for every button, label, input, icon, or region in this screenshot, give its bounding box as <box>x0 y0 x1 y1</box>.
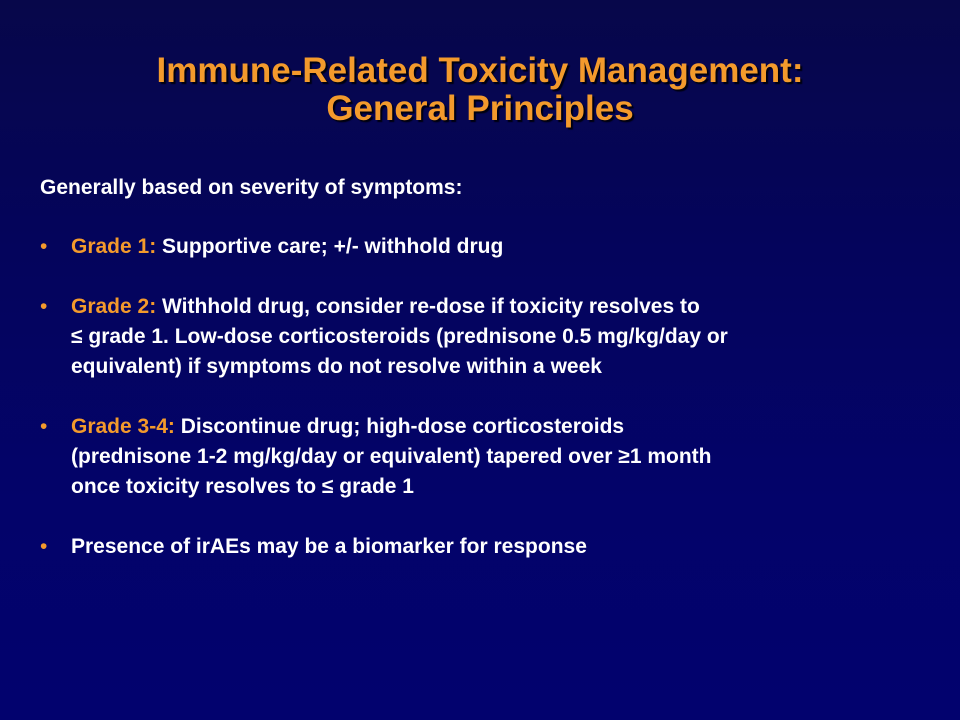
title-line-2: General Principles <box>326 89 634 128</box>
bullet-grade-3-4 <box>40 412 920 502</box>
bullet-text: Supportive care; +/- withhold drug <box>162 235 504 258</box>
bullet-dot-icon: • <box>40 415 48 438</box>
bullet-text: equivalent) if symptoms do not resolve within a week <box>71 355 602 378</box>
bullet-grade-2 <box>40 292 920 382</box>
bullet-lead: Grade 3-4: <box>71 415 175 438</box>
bullet-text: Presence of irAEs may be a biomarker for response <box>71 535 587 558</box>
bullet-dot-icon: • <box>40 295 48 318</box>
title-line-1: Immune-Related Toxicity Management: <box>156 51 804 90</box>
bullet-text: once toxicity resolves to ≤ grade 1 <box>71 475 414 498</box>
bullet-dot-icon: • <box>40 235 48 258</box>
bullet-grade-1 <box>40 232 920 262</box>
bullet-lead: Grade 2: <box>71 295 157 318</box>
intro-text: Generally based on severity of symptoms: <box>40 176 463 199</box>
bullet-biomarker <box>40 532 920 562</box>
bullet-text: (prednisone 1-2 mg/kg/day or equivalent) tapered over ≥1 month <box>71 445 712 468</box>
bullet-dot-icon: • <box>40 535 48 558</box>
slide-title <box>0 52 960 128</box>
bullet-lead: Grade 1: <box>71 235 157 258</box>
bullet-list <box>40 232 920 592</box>
bullet-text: ≤ grade 1. Low-dose corticosteroids (prednisone 0.5 mg/kg/day or <box>71 325 728 348</box>
bullet-text: Discontinue drug; high-dose corticosteroids <box>180 415 625 438</box>
bullet-text: Withhold drug, consider re-dose if toxicity resolves to <box>162 295 700 318</box>
